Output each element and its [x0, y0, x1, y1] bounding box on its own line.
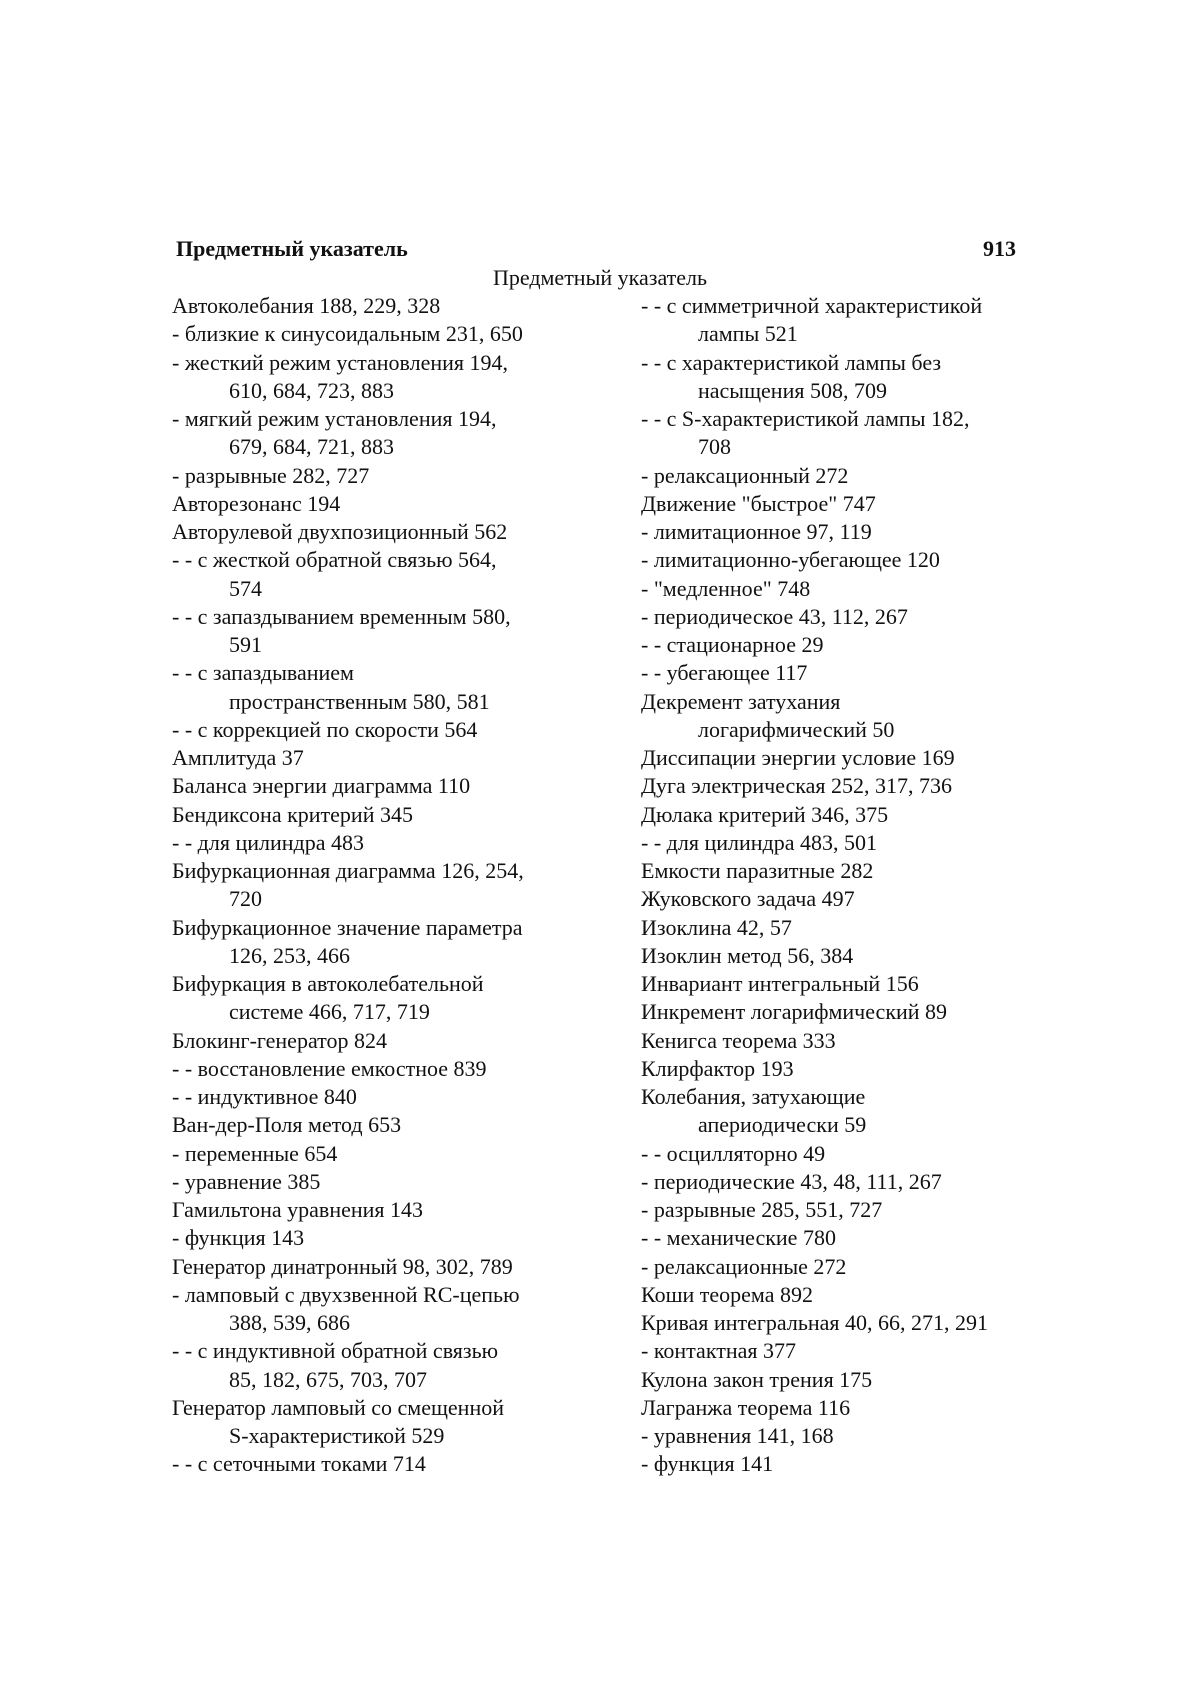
index-entry-text: - разрывные 285, 551, 727: [641, 1197, 883, 1222]
index-entry-text: - разрывные 282, 727: [172, 462, 370, 488]
index-entry: [641, 1083, 1041, 1140]
index-entry: [641, 1337, 1041, 1365]
index-entry: [641, 292, 1041, 349]
index-entry-text: Жуковского задача 497: [641, 886, 855, 912]
index-entry-text: Гамильтона уравнения 143: [172, 1197, 424, 1222]
index-entry-text: Дуга электрическая 252, 317, 736: [641, 773, 953, 799]
index-entry-text: - лимитационно-убегающее 120: [641, 547, 940, 573]
index-entry-text: Авторезонанс 194: [172, 490, 341, 516]
index-entry-text: Лагранжа теорема 116: [641, 1394, 851, 1420]
index-entry: [641, 1450, 1041, 1478]
index-entry-text: Кривая интегральная 40, 66, 271, 291: [641, 1310, 989, 1335]
index-entry: [641, 970, 1041, 998]
index-entry-text: Блокинг-генератор 824: [172, 1027, 387, 1053]
index-entry: [641, 1196, 1041, 1224]
index-entry: [172, 744, 592, 772]
index-entry: [641, 631, 1041, 659]
index-entry: [172, 829, 592, 857]
index-entry: [172, 801, 592, 829]
index-entry: [172, 462, 592, 490]
index-entry: [172, 1111, 592, 1139]
index-entry: [641, 490, 1041, 518]
index-entry: [172, 518, 592, 546]
index-entry: [172, 970, 592, 1027]
index-entry: [172, 1140, 592, 1168]
index-entry-text: Кенигса теорема 333: [641, 1027, 836, 1053]
running-head-title: Предметный указатель: [176, 236, 408, 261]
index-entry-text: Изоклина 42, 57: [641, 914, 792, 940]
index-entry: [172, 292, 592, 320]
index-entry-continuation: 679, 684, 721, 883: [229, 434, 394, 460]
index-entry: [641, 885, 1041, 913]
index-entry-continuation: 720: [229, 886, 262, 912]
index-entry: [172, 603, 592, 660]
index-entry: [641, 998, 1041, 1026]
index-entry-text: Декремент затухания: [641, 688, 841, 714]
index-entry: [172, 1027, 592, 1055]
index-entry: [172, 546, 592, 603]
index-entry: [641, 1253, 1041, 1281]
index-entry-text: - переменные 654: [172, 1140, 338, 1166]
index-entry-text: - - стационарное 29: [641, 632, 824, 657]
index-entry: [172, 1253, 592, 1281]
index-entry: [641, 857, 1041, 885]
index-entry-text: Ван-дер-Поля метод 653: [172, 1112, 402, 1138]
index-entry-text: - жесткий режим установления 194,: [172, 349, 509, 375]
index-entry: [641, 744, 1041, 772]
index-entry-text: - релаксационные 272: [641, 1253, 847, 1279]
index-entry-text: - - для цилиндра 483, 501: [641, 829, 877, 855]
index-entry: [641, 829, 1041, 857]
index-entry: [641, 1309, 1041, 1337]
index-entry: [641, 1224, 1041, 1252]
index-entry-text: Автоколебания 188, 229, 328: [172, 293, 441, 318]
index-entry-text: - релаксационный 272: [641, 462, 849, 488]
index-entry-text: - - с характеристикой лампы без: [641, 349, 942, 375]
index-entry-text: Изоклин метод 56, 384: [641, 942, 854, 968]
index-entry-text: - мягкий режим установления 194,: [172, 406, 497, 431]
index-entry: [172, 1281, 592, 1338]
index-entry: [172, 716, 592, 744]
index-entry-text: - уравнения 141, 168: [641, 1423, 834, 1448]
index-entry: [172, 1196, 592, 1224]
index-entry-text: Авторулевой двухпозиционный 562: [172, 519, 508, 544]
index-entry-text: Бифуркация в автоколебательной: [172, 971, 484, 996]
index-entry-text: - периодические 43, 48, 111, 267: [641, 1168, 942, 1194]
index-entry-text: Амплитуда 37: [172, 745, 304, 770]
index-entry: [172, 1083, 592, 1111]
index-entry-text: - - индуктивное 840: [172, 1084, 357, 1109]
index-entry-continuation: 610, 684, 723, 883: [229, 377, 394, 403]
index-entry-text: Генератор динатронный 98, 302, 789: [172, 1253, 513, 1279]
index-entry: [172, 349, 592, 406]
index-entry-text: - функция 141: [641, 1451, 774, 1477]
index-title: Предметный указатель: [492, 265, 708, 290]
index-entry-continuation: 388, 539, 686: [229, 1310, 350, 1335]
index-column-right: [641, 292, 1041, 1479]
index-entry-continuation: системе 466, 717, 719: [229, 999, 430, 1025]
index-entry: [641, 688, 1041, 745]
index-entry: [172, 1450, 592, 1478]
index-entry-text: - - с запаздыванием временным 580,: [172, 603, 511, 629]
index-entry-text: - - осцилляторно 49: [641, 1140, 826, 1166]
index-entry-text: Генератор ламповый со смещенной: [172, 1394, 504, 1420]
index-entry-text: - периодическое 43, 112, 267: [641, 603, 908, 629]
index-entry-text: - - с S-характеристикой лампы 182,: [641, 406, 970, 431]
index-entry: [641, 405, 1041, 462]
index-entry: [172, 1337, 592, 1394]
index-entry: [641, 1422, 1041, 1450]
index-entry-text: - - с симметричной характеристикой: [641, 293, 983, 318]
index-entry-text: - лимитационное 97, 119: [641, 519, 872, 544]
index-entry: [641, 772, 1041, 800]
index-entry-continuation: 574: [229, 575, 262, 601]
index-entry: [641, 914, 1041, 942]
index-entry-text: - контактная 377: [641, 1338, 796, 1364]
page-number: 913: [983, 236, 1016, 261]
index-entry-text: - функция 143: [172, 1225, 305, 1251]
index-entry-continuation: 126, 253, 466: [229, 942, 350, 968]
index-entry-continuation: насыщения 508, 709: [698, 377, 887, 403]
index-entry: [172, 914, 592, 971]
index-entry-text: - - восстановление емкостное 839: [172, 1055, 487, 1081]
index-entry-text: Движение "быстрое" 747: [641, 490, 876, 516]
index-column-left: [172, 292, 592, 1479]
index-entry: [172, 490, 592, 518]
index-entry: [641, 1027, 1041, 1055]
index-entry-text: Баланса энергии диаграмма 110: [172, 773, 471, 799]
index-entry-text: Бифуркационное значение параметра: [172, 914, 523, 940]
index-entry-text: - - с индуктивной обратной связью: [172, 1338, 499, 1364]
index-entry: [641, 1140, 1041, 1168]
running-head: [176, 236, 1016, 266]
index-entry: [172, 405, 592, 462]
index-entry-text: Бифуркационная диаграмма 126, 254,: [172, 858, 524, 883]
index-entry-text: - "медленное" 748: [641, 575, 811, 601]
index-entry: [641, 1394, 1041, 1422]
index-entry-text: - - с запаздыванием: [172, 660, 354, 686]
index-entry-text: - близкие к синусоидальным 231, 650: [172, 321, 523, 347]
index-entry-continuation: S-характеристикой 529: [229, 1423, 445, 1448]
index-entry-text: - - механические 780: [641, 1225, 836, 1251]
index-entry-continuation: 591: [229, 632, 262, 657]
index-entry-text: Диссипации энергии условие 169: [641, 745, 955, 770]
index-entry: [172, 659, 592, 716]
index-entry-text: - ламповый с двухзвенной RC-цепью: [172, 1281, 520, 1307]
index-entry: [641, 1366, 1041, 1394]
index-entry-text: - - с сеточными токами 714: [172, 1451, 426, 1477]
index-entry: [641, 1281, 1041, 1309]
index-entry-continuation: 85, 182, 675, 703, 707: [229, 1366, 427, 1392]
index-entry-text: - - с коррекцией по скорости 564: [172, 716, 478, 742]
index-entry: [641, 1055, 1041, 1083]
index-entry: [641, 518, 1041, 546]
index-entry: [641, 942, 1041, 970]
index-entry: [641, 659, 1041, 687]
index-entry: [172, 857, 592, 914]
index-entry-text: Дюлака критерий 346, 375: [641, 801, 889, 827]
index-entry-text: Инкремент логарифмический 89: [641, 999, 948, 1025]
index-entry-text: - - для цилиндра 483: [172, 829, 364, 855]
index-entry: [172, 320, 592, 348]
index-entry: [641, 546, 1041, 574]
index-entry-text: Бендиксона критерий 345: [172, 801, 413, 827]
index-entry: [172, 1168, 592, 1196]
index-entry: [641, 1168, 1041, 1196]
index-entry-text: - уравнение 385: [172, 1168, 321, 1194]
index-entry-text: Инвариант интегральный 156: [641, 971, 919, 996]
index-entry-text: Коши теорема 892: [641, 1281, 813, 1307]
index-entry-text: Клирфактор 193: [641, 1055, 794, 1081]
index-entry-text: - - с жесткой обратной связью 564,: [172, 547, 497, 573]
index-entry-continuation: пространственным 580, 581: [229, 688, 490, 714]
index-entry: [172, 772, 592, 800]
index-entry-continuation: лампы 521: [698, 321, 798, 347]
index-entry: [172, 1055, 592, 1083]
index-entry-text: Колебания, затухающие: [641, 1084, 866, 1109]
index-entry: [641, 462, 1041, 490]
index-entry-continuation: логарифмический 50: [698, 716, 895, 742]
index-entry-continuation: апериодически 59: [698, 1112, 867, 1138]
index-entry: [172, 1224, 592, 1252]
index-entry: [172, 1394, 592, 1451]
index-entry-text: - - убегающее 117: [641, 660, 808, 686]
index-entry: [641, 575, 1041, 603]
index-entry-text: Емкости паразитные 282: [641, 858, 874, 883]
index-entry-text: Кулона закон трения 175: [641, 1366, 873, 1392]
index-entry: [641, 603, 1041, 631]
index-entry: [641, 349, 1041, 406]
index-entry-continuation: 708: [698, 434, 731, 460]
index-entry: [641, 801, 1041, 829]
